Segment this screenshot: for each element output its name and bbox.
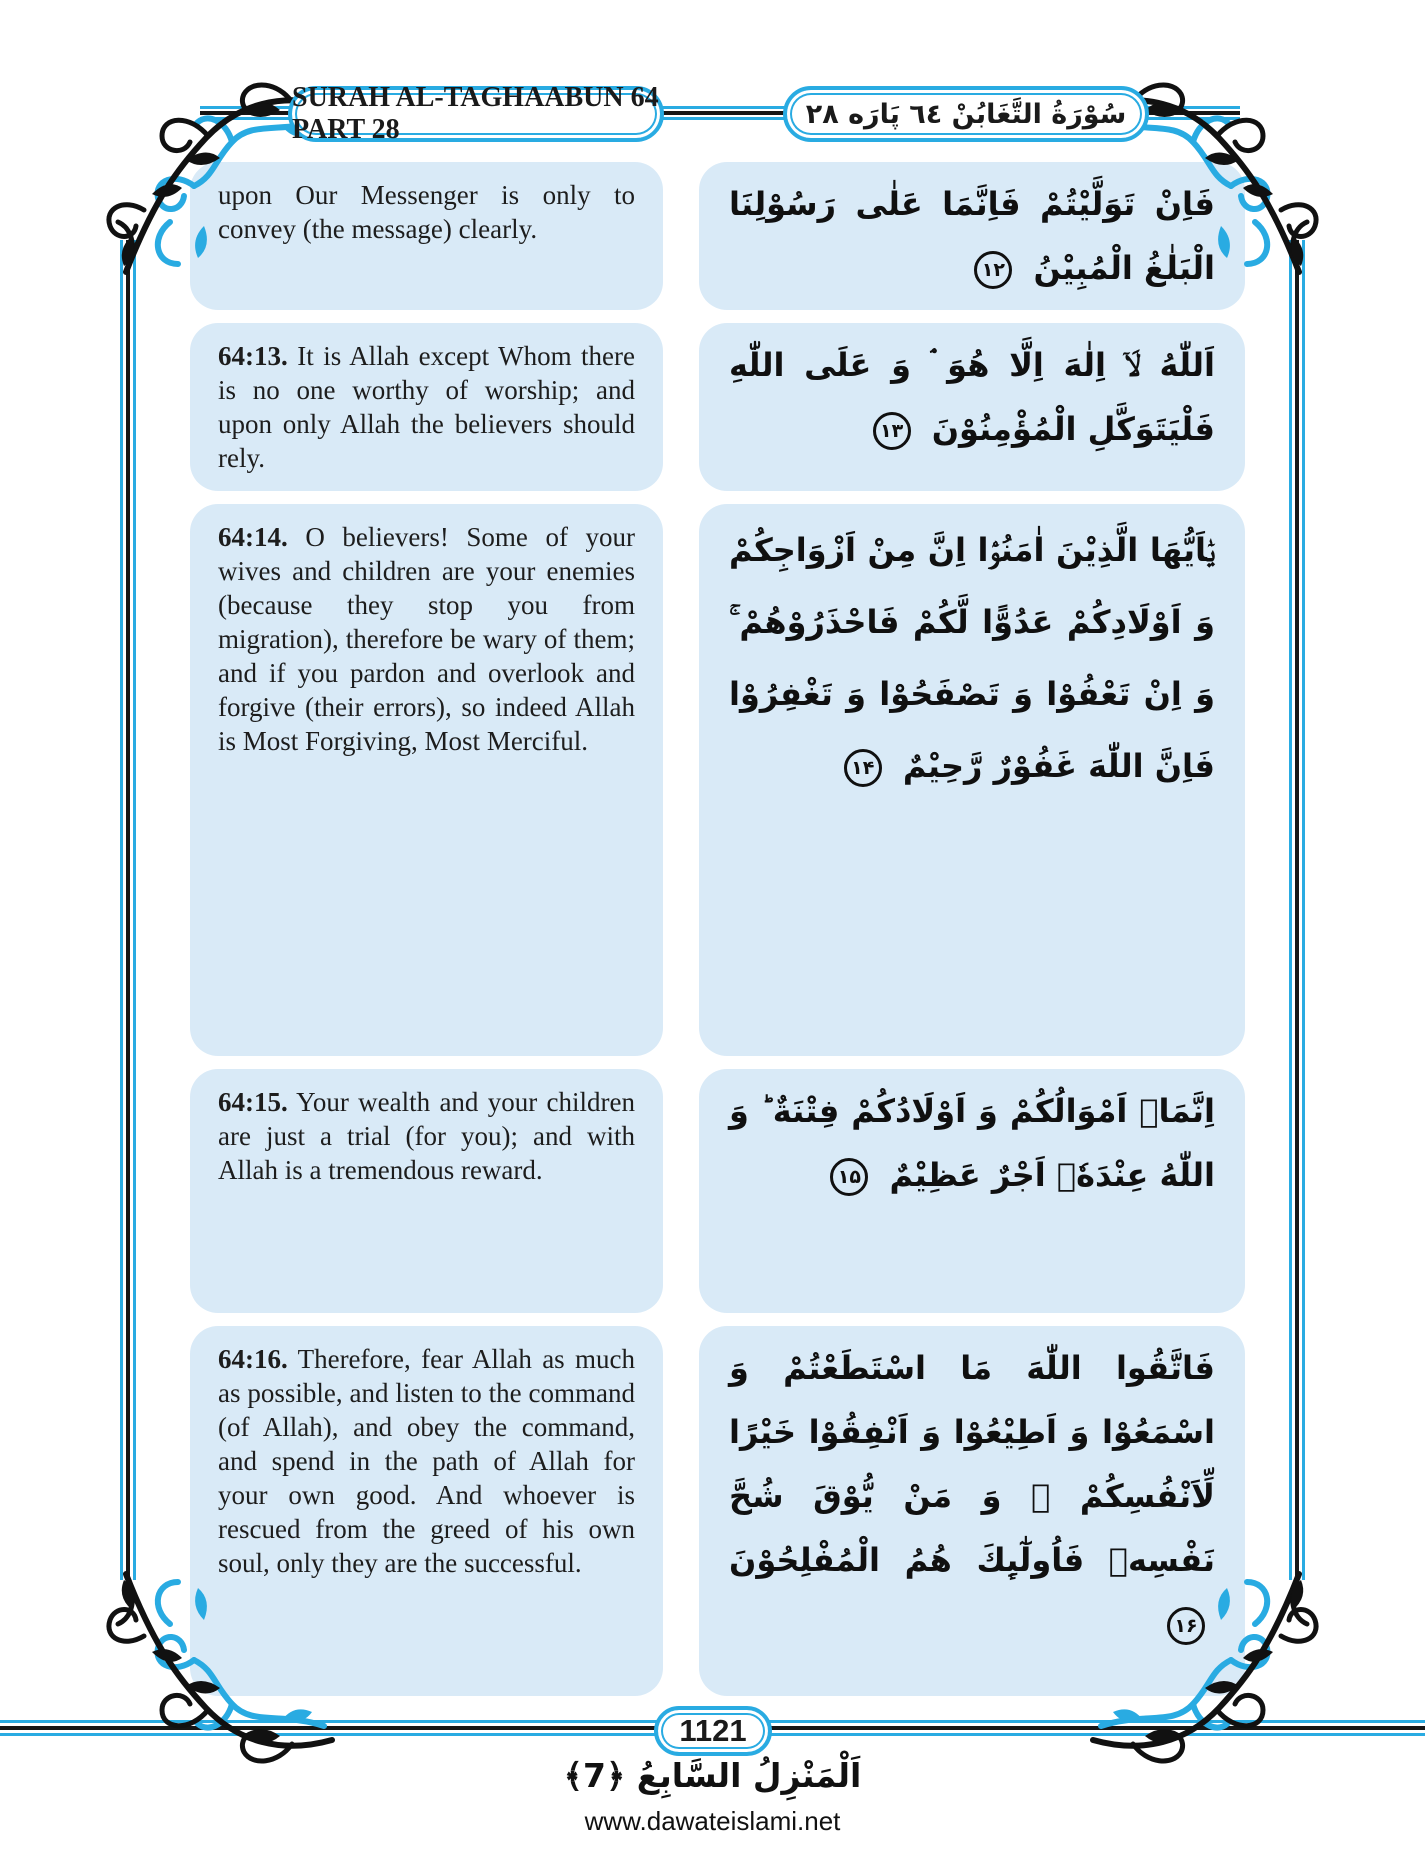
english-translation: upon Our Messenger is only to convey (the message) clearly. bbox=[218, 180, 635, 244]
verse-number: 64:13. bbox=[218, 341, 288, 371]
arabic-verse-box bbox=[699, 323, 1245, 491]
page-number: 1121 bbox=[679, 1713, 747, 1748]
border-right-outer-cyan bbox=[1302, 240, 1305, 1580]
english-translation: 64:13. It is Allah except Whom there is no one worthy of worship; and upon only Allah the believers should rely. bbox=[218, 341, 635, 473]
manzil-label: اَلْمَنْزِلُ السَّابِعُ ﴿7﴾ bbox=[563, 1756, 862, 1795]
corner-flourish-bottom-right-icon bbox=[1089, 1560, 1339, 1770]
verse-row bbox=[190, 504, 1245, 1056]
surah-title-arabic: سُوْرَةُ التَّغَابُنْ ٦٤ پَارَه ٢٨ bbox=[805, 98, 1127, 130]
verse-row bbox=[190, 1326, 1245, 1696]
verse-number: 64:16. bbox=[218, 1344, 288, 1374]
english-translation: 64:16. Therefore, fear Allah as much as possible, and listen to the command (of Allah), and obey the command, and spend in the path of Allah for your own good. And whoever is rescued from the greed of his own soul, only they are the successful. bbox=[218, 1344, 635, 1578]
page-number-badge bbox=[654, 1706, 772, 1756]
english-translation: 64:15. Your wealth and your children are just a trial (for you); and with Allah is a tremendous reward. bbox=[218, 1087, 635, 1185]
verse-row bbox=[190, 162, 1245, 310]
english-translation-box bbox=[190, 1069, 663, 1313]
arabic-verse: اِنَّمَاۤ اَمْوَالُكُمْ وَ اَوْلَادُكُمْ فِتْنَةٌ ؕ وَ اللّٰهُ عِنْدَهٗۤ اَجْرٌ عَظِيْمٌ ۱۵ bbox=[729, 1092, 1215, 1194]
ayah-marker: ۱۶ bbox=[1167, 1607, 1205, 1645]
border-right-black bbox=[1295, 240, 1299, 1580]
arabic-verse: فَاتَّقُوا اللّٰهَ مَا اسْتَطَعْتُمْ وَ اسْمَعُوْا وَ اَطِيْعُوْا وَ اَنْفِقُوْا خَيْرًا لِّاَنْفُسِكُمْ ۚ وَ مَنْ يُّوْقَ شُحَّ نَفْسِهٖ فَاُولٰٓىِٕكَ هُمُ الْمُفْلِحُوْنَ ۱۶ bbox=[729, 1336, 1215, 1656]
website-label: www.dawateislami.net bbox=[584, 1806, 841, 1836]
corner-flourish-bottom-left-icon bbox=[86, 1560, 336, 1770]
english-translation-box bbox=[190, 323, 663, 491]
verse-row bbox=[190, 323, 1245, 491]
verse-number: 64:15. bbox=[218, 1087, 288, 1117]
verse-number: 64:14. bbox=[218, 522, 288, 552]
border-left-black bbox=[126, 240, 130, 1580]
ayah-marker: ۱۳ bbox=[873, 412, 911, 450]
english-translation-box bbox=[190, 504, 663, 1056]
verse-row bbox=[190, 1069, 1245, 1313]
arabic-verse-box bbox=[699, 504, 1245, 1056]
surah-title-english-badge bbox=[288, 82, 664, 145]
english-translation: 64:14. O believers! Some of your wives and children are your enemies (because they stop you from migration), therefore be wary of them; and if you pardon and overlook and forgive (their errors), so indeed Allah is Most Forgiving, Most Merciful. bbox=[218, 522, 635, 756]
arabic-verse: يٰۤاَيُّهَا الَّذِيْنَ اٰمَنُوْۤا اِنَّ مِنْ اَزْوَاجِكُمْ وَ اَوْلَادِكُمْ عَدُوًّا لَّكُمْ فَاحْذَرُوْهُمْ ۚ وَ اِنْ تَعْفُوْا وَ تَصْفَحُوْا وَ تَغْفِرُوْا فَاِنَّ اللّٰهَ غَفُوْرٌ رَّحِيْمٌ ۱۴ bbox=[729, 531, 1215, 785]
ayah-marker: ۱۵ bbox=[830, 1158, 868, 1196]
border-right-inner-cyan bbox=[1289, 240, 1292, 1580]
surah-title-english: SURAH AL-TAGHAABUN 64 PART 28 bbox=[292, 82, 659, 145]
surah-title-arabic-badge bbox=[783, 86, 1149, 142]
border-left-inner-cyan bbox=[133, 240, 136, 1580]
arabic-verse: فَاِنْ تَوَلَّيْتُمْ فَاِنَّمَا عَلٰى رَسُوْلِنَا الْبَلٰغُ الْمُبِيْنُ ۱۲ bbox=[729, 185, 1215, 287]
ayah-marker: ۱۴ bbox=[844, 749, 882, 787]
verse-rows bbox=[190, 162, 1245, 1696]
border-left-outer-cyan bbox=[120, 240, 123, 1580]
ayah-marker: ۱۲ bbox=[974, 251, 1012, 289]
arabic-verse-box bbox=[699, 1069, 1245, 1313]
arabic-verse: اَللّٰهُ لَاۤ اِلٰهَ اِلَّا هُوَ ۘ وَ عَلَى اللّٰهِ فَلْيَتَوَكَّلِ الْمُؤْمِنُوْنَ ۱۳ bbox=[729, 346, 1215, 448]
